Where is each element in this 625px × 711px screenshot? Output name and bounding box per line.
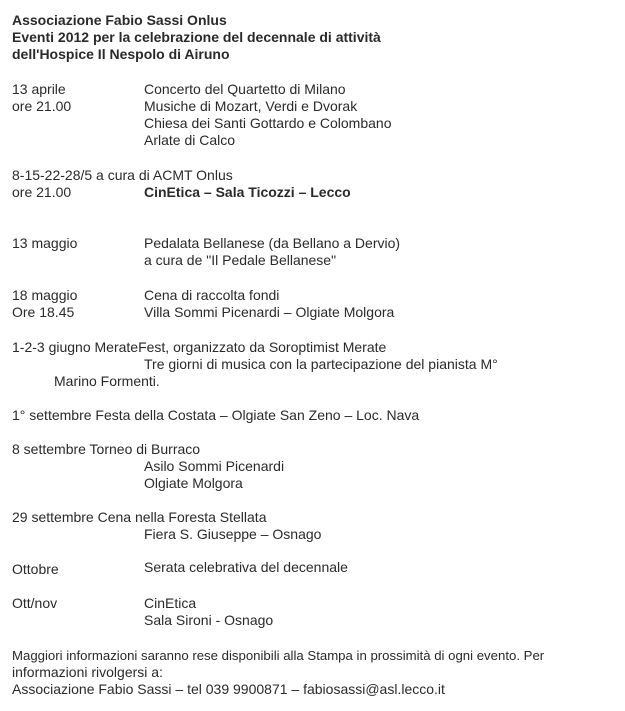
events-title: Eventi 2012 per la celebrazione del decennale di attività xyxy=(12,29,381,45)
event-line: Olgiate Molgora xyxy=(144,475,243,491)
event-date-line: 1° settembre Festa della Costata – Olgiate San Zeno – Loc. Nava xyxy=(12,407,420,423)
event-date-line: 8 settembre Torneo di Burraco xyxy=(12,441,201,457)
event-line: CinEtica – Sala Ticozzi – Lecco xyxy=(144,184,351,200)
event-line: Cena di raccolta fondi xyxy=(144,287,280,303)
event-line: Fiera S. Giuseppe – Osnago xyxy=(144,526,322,542)
event-time: ore 21.00 xyxy=(12,98,72,114)
footer-line: Maggiori informazioni saranno rese disponibili alla Stampa in prossimità di ogni evento. Per xyxy=(12,648,545,663)
event-line: Musiche di Mozart, Verdi e Dvorak xyxy=(144,98,358,114)
footer-line: informazioni rivolgersi a: xyxy=(12,664,163,680)
event-date: 13 maggio xyxy=(12,235,78,251)
event-date: 18 maggio xyxy=(12,287,78,303)
event-line: Arlate di Calco xyxy=(144,132,236,148)
event-line: Sala Sironi - Osnago xyxy=(144,612,274,628)
event-date: 13 aprile xyxy=(12,81,66,97)
event-date-line: 1-2-3 giugno MerateFest, organizzato da Soroptimist Merate xyxy=(12,339,387,355)
event-line: Asilo Sommi Picenardi xyxy=(144,458,285,474)
org-title: Associazione Fabio Sassi Onlus xyxy=(12,12,227,28)
event-line: Concerto del Quartetto di Milano xyxy=(144,81,346,97)
event-date-line: 8-15-22-28/5 a cura di ACMT Onlus xyxy=(12,167,233,183)
event-line: Serata celebrativa del decennale xyxy=(144,559,348,575)
event-line: Tre giorni di musica con la partecipazione del pianista M° xyxy=(144,356,498,372)
event-line: Villa Sommi Picenardi – Olgiate Molgora xyxy=(144,304,395,320)
event-line: Chiesa dei Santi Gottardo e Colombano xyxy=(144,115,392,131)
event-date: Ottobre xyxy=(12,561,59,577)
event-time: Ore 18.45 xyxy=(12,304,75,320)
hospice-title: dell'Hospice Il Nespolo di Airuno xyxy=(12,46,230,62)
event-line: CinEtica xyxy=(144,595,197,611)
event-date: Ott/nov xyxy=(12,595,58,611)
event-line: Marino Formenti. xyxy=(54,373,160,389)
footer-contact: Associazione Fabio Sassi – tel 039 9900871 – fabiosassi@asl.lecco.it xyxy=(12,681,445,697)
event-time: ore 21.00 xyxy=(12,184,72,200)
event-date-line: 29 settembre Cena nella Foresta Stellata xyxy=(12,509,267,525)
event-line: Pedalata Bellanese (da Bellano a Dervio) xyxy=(144,235,401,251)
event-line: a cura de "Il Pedale Bellanese" xyxy=(144,252,337,268)
